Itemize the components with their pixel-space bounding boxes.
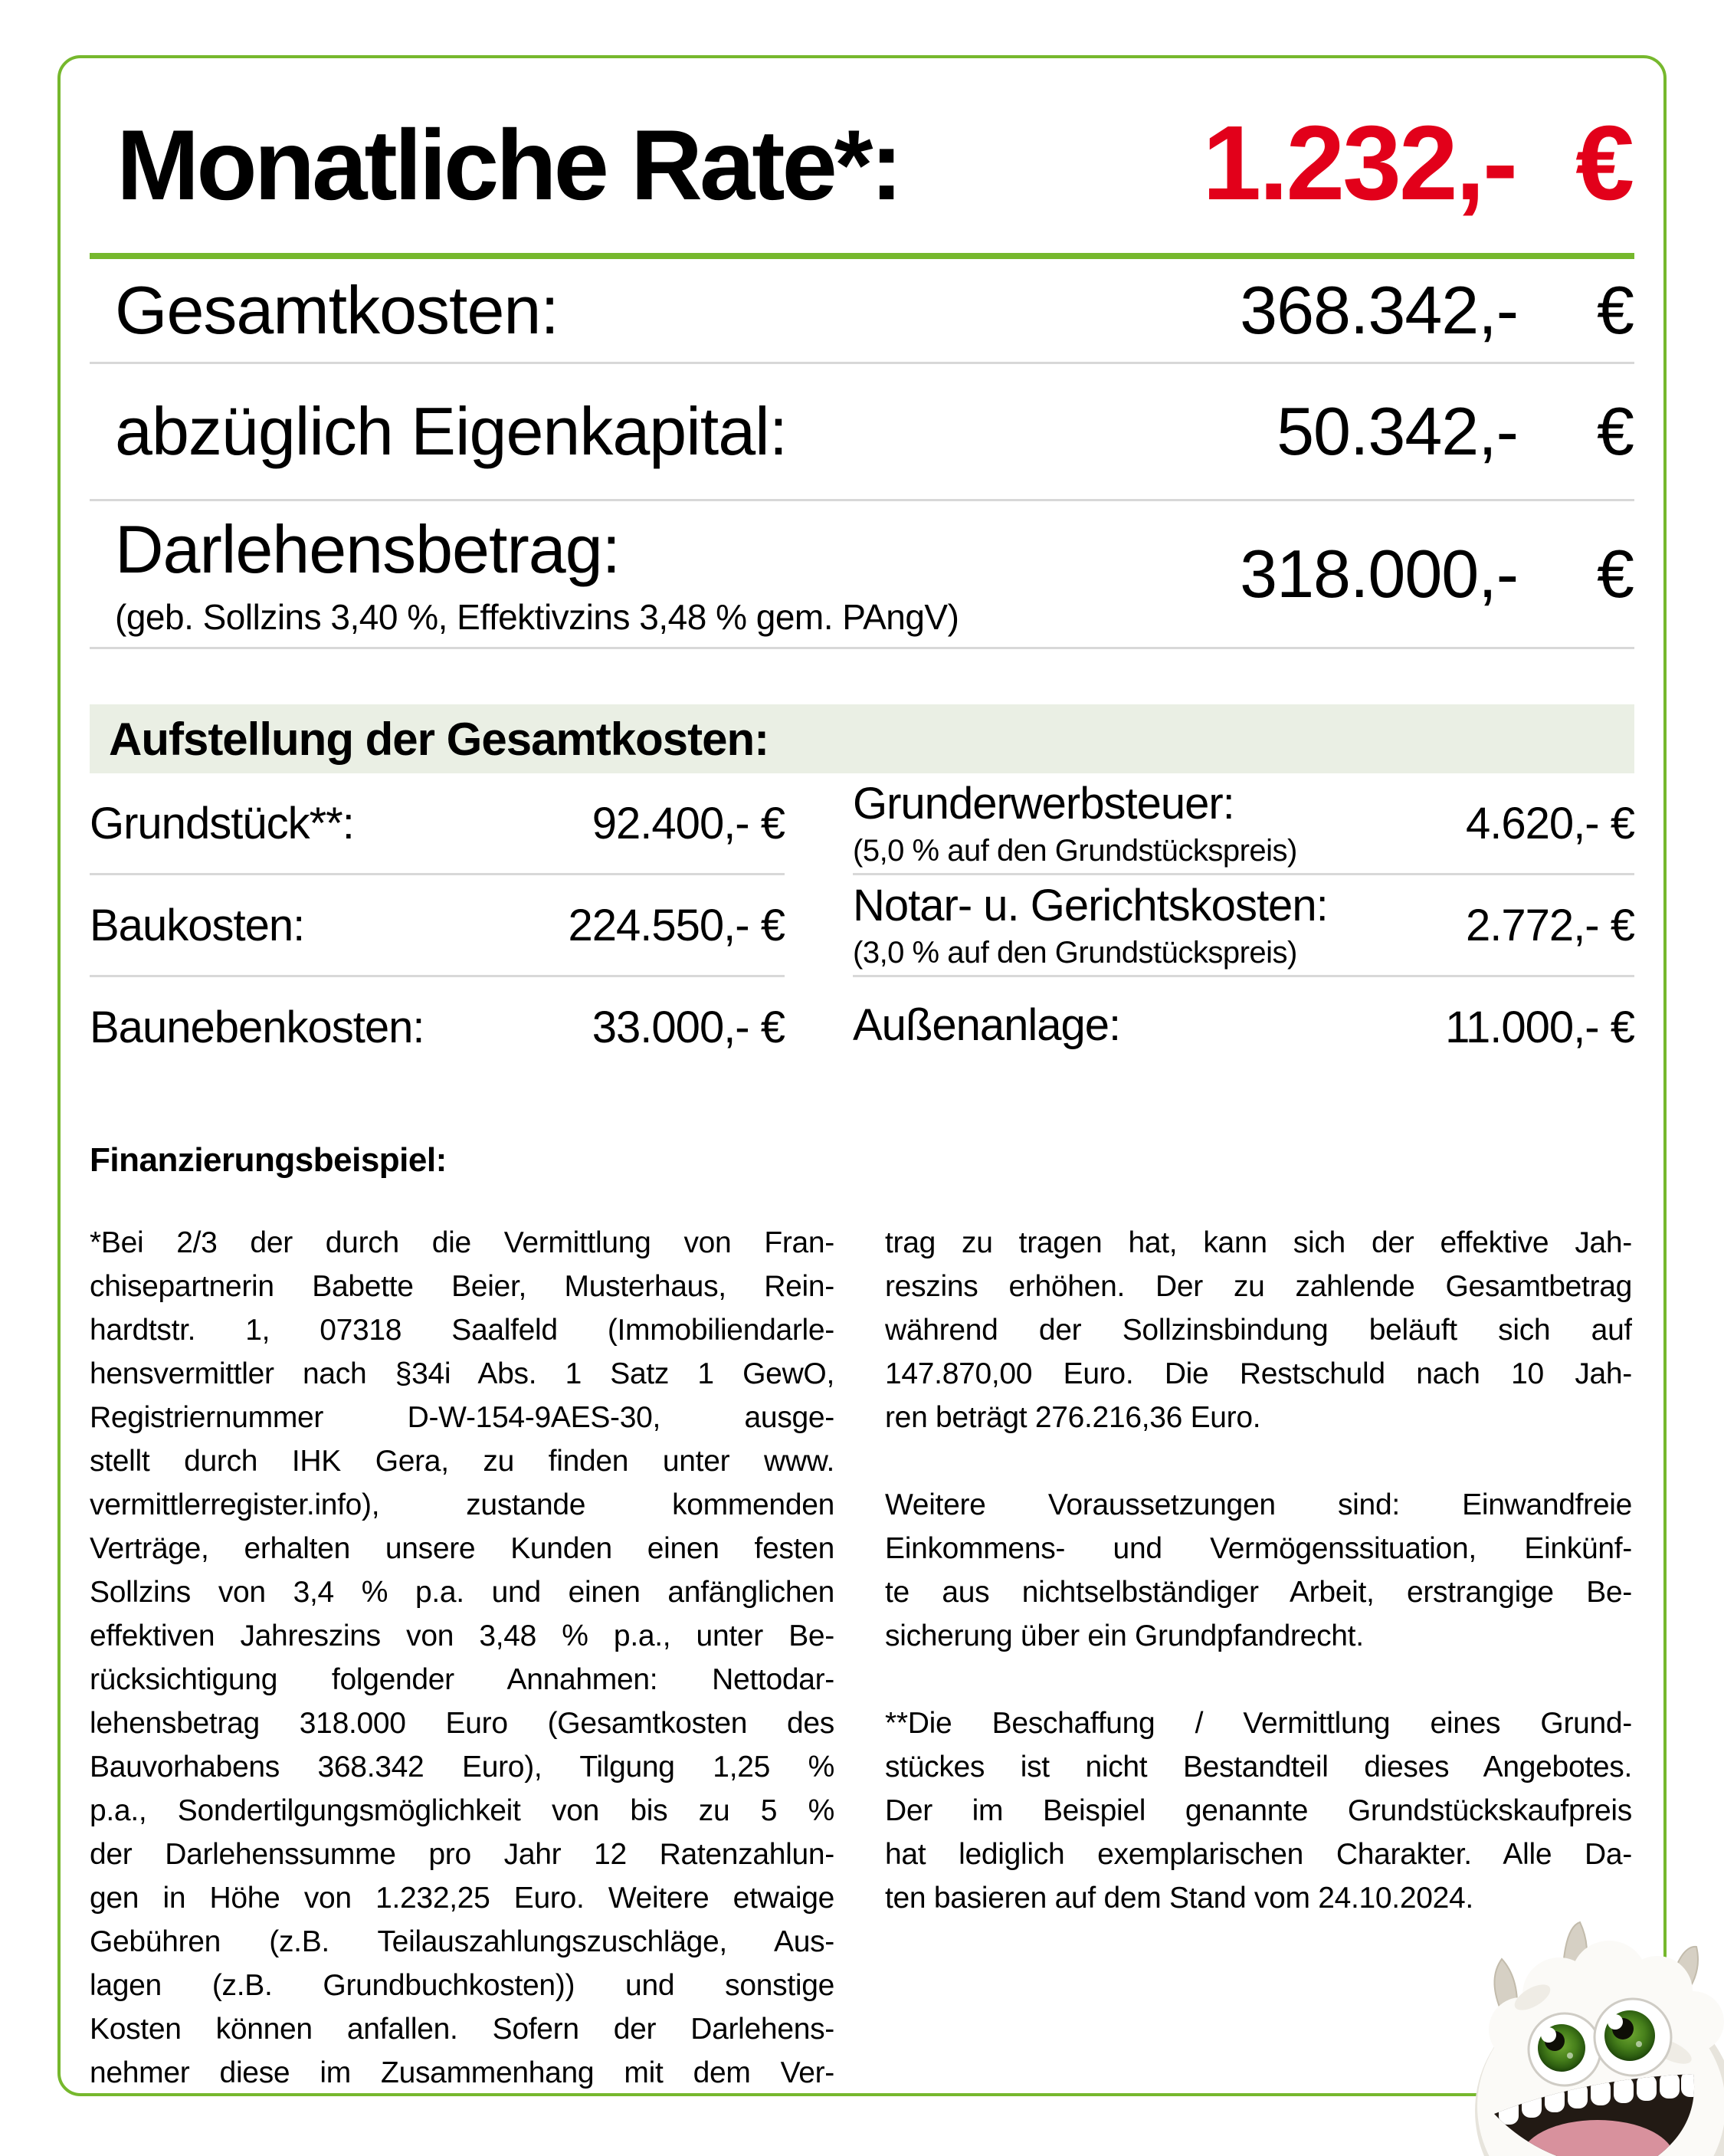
row-label-block [853,999,1120,1055]
legal-text-line: Registriernummer D-W-154-9AES-30, ausge- [90,1401,834,1434]
table-row-aussenanlage [853,977,1634,1077]
row-label: Baunebenkosten: [90,1002,424,1052]
cost-table-left-column [90,773,785,1077]
summary-currency: € [1597,272,1634,348]
title-underline [90,253,1634,259]
legal-text-line: lehensbetrag 318.000 Euro (Gesamtkosten des [90,1707,834,1740]
legal-text-line: Einkommens- und Vermögenssituation, Einkünf- [885,1532,1632,1565]
row-value: 4.620,- € [1466,798,1634,848]
legal-text-line: te aus nichtselbständiger Arbeit, erstrangige Be- [885,1576,1632,1609]
row-note: (5,0 % auf den Grundstückspreis) [853,834,1297,868]
legal-paragraph [885,1483,1632,1658]
row-label-block [853,778,1297,868]
summary-label-block [115,510,959,638]
flyer-content [61,58,1663,2093]
legal-text-line: sicherung über ein Grundpfandrecht. [885,1619,1364,1652]
row-value: 224.550,- € [568,900,785,950]
legal-text-line: nehmer diese im Zusammenhang mit dem Ver- [90,2056,834,2089]
cost-breakdown-heading: Aufstellung der Gesamtkosten: [109,713,769,765]
row-label: Grundstück**: [90,798,354,848]
summary-note: (geb. Sollzins 3,40 %, Effektivzins 3,48 % gem. PAngV) [115,597,959,637]
monthly-rate-currency: € [1575,104,1634,222]
title-row [116,103,1634,222]
legal-text-line: Bauvorhabens 368.342 Euro), Tilgung 1,25 % [90,1751,834,1784]
row-label-block [853,880,1328,970]
row-value: 33.000,- € [592,1002,785,1052]
legal-text-line: hardtstr. 1, 07318 Saalfeld (Immobiliendarle- [90,1314,834,1347]
legal-text-line: 147.870,00 Euro. Die Restschuld nach 10 Jah- [885,1357,1632,1390]
row-label: Baukosten: [90,900,305,950]
summary-currency: € [1597,393,1634,469]
legal-text-line: effektiven Jahreszins von 3,48 % p.a., unter Be- [90,1619,834,1652]
legal-text-line: rücksichtigung folgender Annahmen: Nettodar- [90,1663,834,1696]
legal-text-line: *Bei 2/3 der durch die Vermittlung von Fran- [90,1226,834,1259]
legal-text-line: lagen (z.B. Grundbuchkosten)) und sonstige [90,1969,834,2002]
summary-row-gesamtkosten [90,259,1634,364]
summary-label: abzüglich Eigenkapital: [115,393,788,469]
summary-row-eigenkapital [90,364,1634,501]
legal-text-line: Der im Beispiel genannte Grundstückskaufpreis [885,1794,1632,1827]
table-row-baukosten [90,875,785,977]
legal-text-line: p.a., Sondertilgungsmöglichkeit von bis zu 5 % [90,1794,834,1827]
legal-text-line: trag zu tragen hat, kann sich der effektive Jah- [885,1226,1632,1259]
legal-text-line: hensvermittler nach §34i Abs. 1 Satz 1 GewO, [90,1357,834,1390]
summary-label: Gesamtkosten: [115,272,559,348]
legal-text-line: reszins erhöhen. Der zu zahlende Gesamtbetrag [885,1270,1632,1303]
row-label: Außenanlage: [853,999,1121,1050]
summary-currency: € [1597,536,1634,612]
monster-mascot [1440,1861,1724,2156]
monthly-rate-amount: 1.232,- [1202,104,1516,222]
row-value: 11.000,- € [1445,1002,1634,1052]
row-note: (3,0 % auf den Grundstückspreis) [853,936,1297,970]
legal-text-line: der Darlehenssumme pro Jahr 12 Ratenzahlun- [90,1838,834,1871]
row-value: 92.400,- € [592,798,785,848]
row-label: Notar- u. Gerichtskosten: [853,881,1328,930]
legal-text-line: ten basieren auf dem Stand vom 24.10.2024. [885,1882,1473,1915]
legal-paragraph [885,1221,1632,1439]
legal-text-line: gen in Höhe von 1.232,25 Euro. Weitere etwaige [90,1882,834,1915]
summary-amount: 318.000,- [1240,536,1518,612]
legal-text-line: Weitere Voraussetzungen sind: Einwandfreie [885,1488,1632,1521]
cost-breakdown-header [90,704,1634,773]
legal-text-line: während der Sollzinsbindung beläuft sich auf [885,1314,1632,1347]
legal-text-line: Gebühren (z.B. Teilauszahlungszuschläge, Aus- [90,1925,834,1958]
cost-breakdown-table [90,773,1634,1077]
financing-example-heading: Finanzierungsbeispiel: [90,1141,447,1179]
row-label: Grunderwerbsteuer: [853,779,1234,829]
legal-text-line: stückes ist nicht Bestandteil dieses Angebotes. [885,1751,1632,1784]
page-title: Monatliche Rate*: [116,109,900,221]
summary-amount: 368.342,- [1240,272,1518,348]
legal-text-line: chisepartnerin Babette Beier, Musterhaus, Rein- [90,1270,834,1303]
legal-text-line: hat lediglich exemplarischen Charakter. Alle Da- [885,1838,1632,1871]
summary-label: Darlehensbetrag: [115,511,621,587]
legal-text-line: Kosten können anfallen. Sofern der Darlehens- [90,2013,834,2046]
legal-text-line: **Die Beschaffung / Vermittlung eines Grund- [885,1707,1632,1740]
flyer-card [57,55,1667,2096]
summary-row-darlehensbetrag [90,501,1634,649]
legal-text-line: Sollzins von 3,4 % p.a. und einen anfänglichen [90,1576,834,1609]
legal-text-line: Verträge, erhalten unsere Kunden einen festen [90,1532,834,1565]
row-value: 2.772,- € [1466,900,1634,950]
table-row-baunebenkosten [90,977,785,1077]
table-row-grunderwerbsteuer [853,773,1634,875]
table-row-notar-gerichtskosten [853,875,1634,977]
legal-text-left-column [90,1221,834,2095]
summary-amount: 50.342,- [1277,393,1518,469]
legal-text-columns [90,1221,1634,2095]
legal-text-line: vermittlerregister.info), zustande kommenden [90,1488,834,1521]
legal-text-line: stellt durch IHK Gera, zu finden unter www. [90,1445,834,1478]
table-row-grundstueck [90,773,785,875]
cost-table-right-column [853,773,1634,1077]
legal-text-line: ren beträgt 276.216,36 Euro. [885,1401,1261,1434]
